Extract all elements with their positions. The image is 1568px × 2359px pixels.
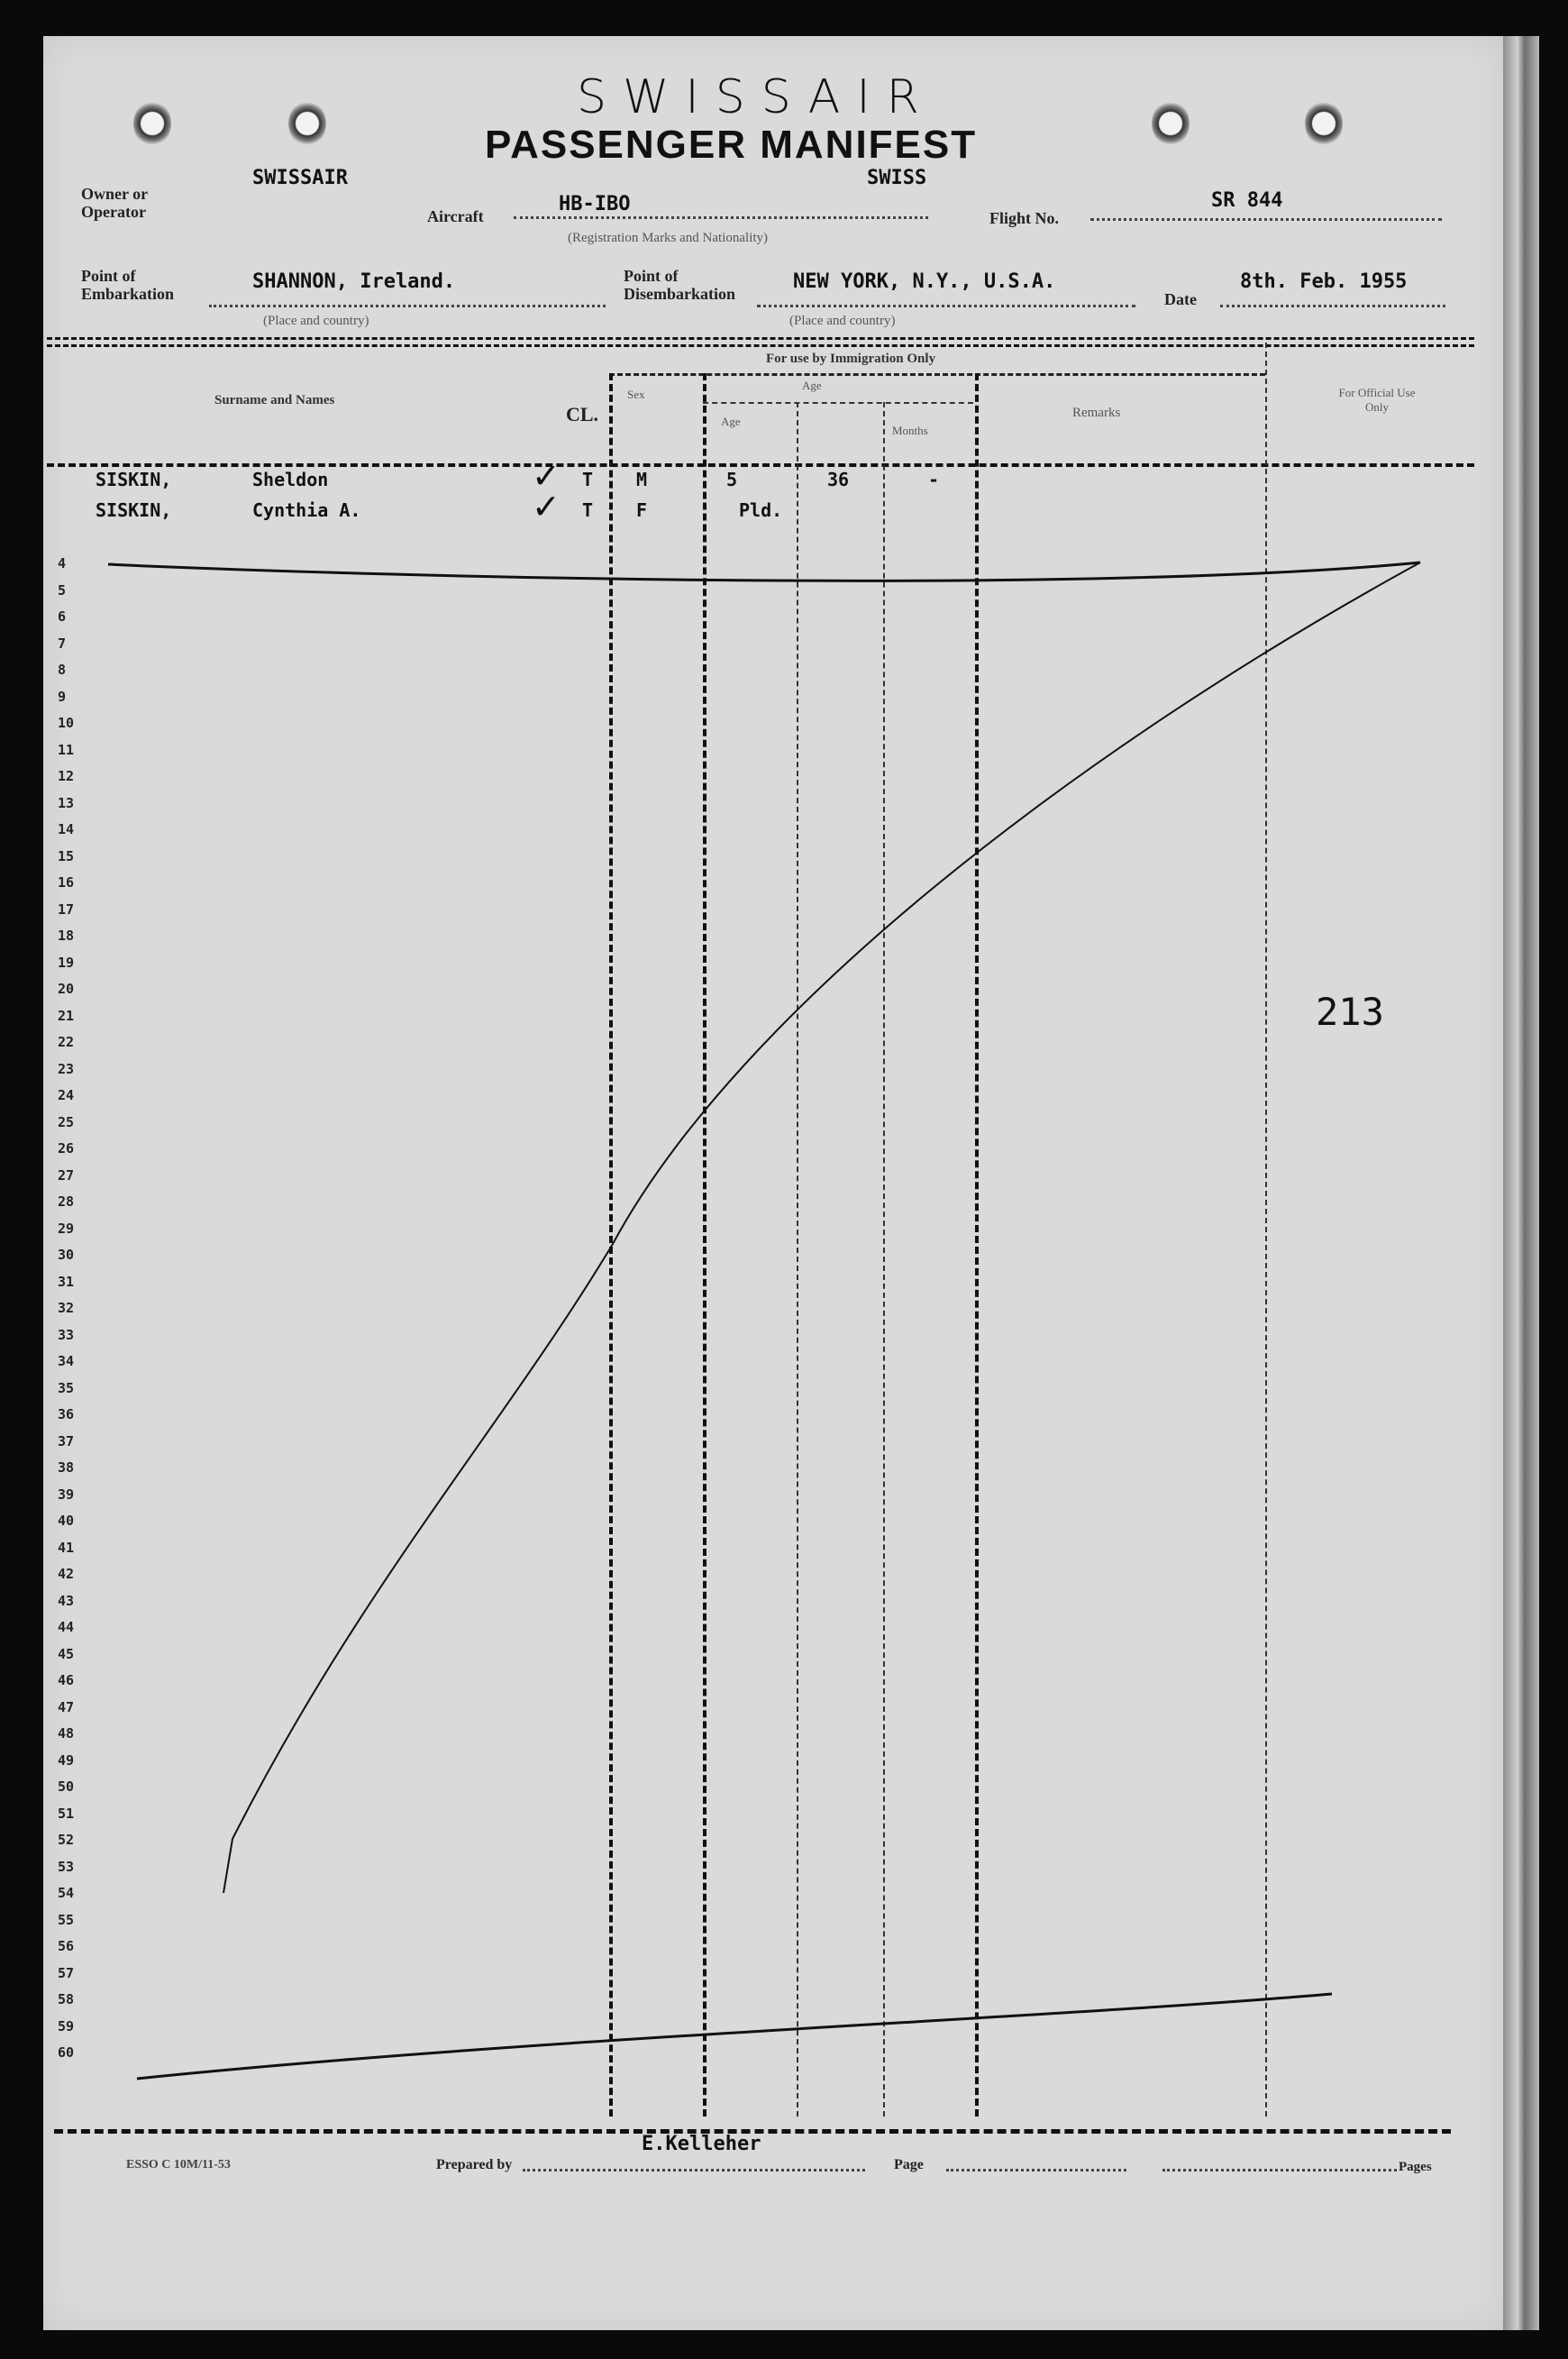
row-number: 23: [58, 1060, 75, 1077]
row-1-given: Sheldon: [252, 469, 329, 490]
row-number: 30: [58, 1247, 75, 1263]
row-number: 17: [58, 901, 75, 918]
row-number: 60: [58, 2044, 75, 2061]
row-number: 41: [58, 1539, 75, 1556]
flight-value: SR 844: [1211, 189, 1283, 212]
row-number: 20: [58, 981, 75, 997]
row-number: 40: [58, 1513, 75, 1529]
date-value: 8th. Feb. 1955: [1240, 270, 1408, 293]
embark-value: SHANNON, Ireland.: [252, 270, 456, 293]
disembark-note: (Place and country): [789, 314, 896, 328]
row-number: 55: [58, 1911, 75, 1928]
row-number: 24: [58, 1087, 75, 1103]
prepared-by-value: E.Kelleher: [642, 2133, 761, 2155]
pages-dotted-line: [1162, 2169, 1397, 2172]
col-header-age: Age: [721, 415, 741, 428]
row-number: 12: [58, 768, 75, 784]
row-number: 8: [58, 662, 67, 678]
row-number: 36: [58, 1406, 75, 1422]
row-number: 13: [58, 794, 75, 811]
row-number: 15: [58, 847, 75, 864]
row-number: 33: [58, 1326, 75, 1343]
row-2-sex: F: [636, 499, 648, 521]
strike-bottom-line: [137, 1994, 1332, 2079]
row-number: 39: [58, 1486, 75, 1503]
prepared-dotted-line: [523, 2169, 865, 2172]
stamp-number: 213: [1316, 990, 1384, 1034]
row-number: 53: [58, 1858, 75, 1875]
row-number: 34: [58, 1353, 75, 1369]
row-number: 38: [58, 1459, 75, 1476]
col-header-official: For Official Use Only: [1338, 386, 1416, 414]
owner-label: Owner or Operator: [81, 185, 149, 221]
immigration-group-header: For use by Immigration Only: [766, 352, 936, 366]
col-header-sex: Sex: [627, 388, 645, 401]
form-title: PASSENGER MANIFEST: [485, 123, 978, 167]
form-code: ESSO C 10M/11-53: [126, 2158, 231, 2172]
date-label: Date: [1164, 290, 1197, 308]
row-number: 47: [58, 1698, 75, 1715]
row-number: 44: [58, 1619, 75, 1635]
row-number: 22: [58, 1034, 75, 1050]
row-number: 19: [58, 954, 75, 971]
aircraft-label: Aircraft: [427, 207, 484, 225]
col-header-name: Surname and Names: [214, 393, 335, 407]
aircraft-note: (Registration Marks and Nationality): [568, 231, 769, 245]
row-number: 43: [58, 1592, 75, 1609]
row-number: 52: [58, 1832, 75, 1848]
row-number: 18: [58, 928, 75, 944]
row-number: 4: [58, 555, 67, 571]
disembark-label: Point of Disembarkation: [624, 267, 736, 303]
row-number: 37: [58, 1432, 75, 1449]
owner-value: SWISSAIR: [252, 167, 348, 189]
page-dotted-line: [946, 2169, 1126, 2172]
prepared-by-label: Prepared by: [436, 2157, 513, 2172]
col-header-remarks: Remarks: [1072, 406, 1121, 420]
row-2-surname: SISKIN,: [96, 499, 172, 521]
row-2-class: T: [582, 499, 594, 521]
row-number: 27: [58, 1166, 75, 1184]
row-number: 7: [58, 635, 67, 652]
strike-diagonal-line: [223, 562, 1420, 1893]
row-number: 54: [58, 1885, 75, 1901]
flight-label: Flight No.: [989, 209, 1060, 227]
row-number: 11: [58, 741, 75, 758]
row-2-check-icon: ✓: [532, 487, 561, 526]
row-1-months: -: [928, 469, 940, 490]
row-number: 51: [58, 1805, 75, 1822]
row-number: 16: [58, 874, 75, 891]
row-number: 29: [58, 1220, 75, 1237]
row-1-sex: M: [636, 469, 648, 490]
row-number: 14: [58, 821, 75, 837]
row-1-surname: SISKIN,: [96, 469, 172, 490]
row-number: 31: [58, 1273, 75, 1290]
row-1-check-icon: ✓: [532, 456, 561, 496]
row-2-age: Pld.: [739, 499, 783, 521]
row-number: 9: [58, 688, 67, 705]
col-header-age-group: Age: [802, 379, 822, 392]
embark-label: Point of Embarkation: [81, 267, 175, 303]
col-header-class: CL.: [566, 403, 599, 425]
row-number: 10: [58, 715, 75, 731]
row-number: 25: [58, 1113, 75, 1130]
row-number: 6: [58, 608, 67, 625]
strike-top-line: [108, 562, 1420, 581]
row-number: 35: [58, 1379, 75, 1396]
row-number: 56: [58, 1938, 75, 1954]
row-number: 59: [58, 2017, 75, 2034]
row-1-age: 5: [726, 469, 738, 490]
row-number: 45: [58, 1645, 75, 1662]
col-header-months: Months: [892, 424, 928, 437]
nationality-value: SWISS: [867, 167, 927, 189]
row-number: 50: [58, 1778, 75, 1795]
embark-note: (Place and country): [263, 314, 369, 328]
handwritten-title: SWISSAIR: [577, 70, 935, 124]
row-2-given: Cynthia A.: [252, 499, 361, 521]
row-number: 49: [58, 1751, 75, 1769]
row-1-class: T: [582, 469, 594, 490]
row-number: 21: [58, 1007, 75, 1024]
row-number: 28: [58, 1193, 75, 1210]
row-number: 46: [58, 1672, 75, 1688]
row-number: 58: [58, 1991, 75, 2007]
row-number: 5: [58, 581, 67, 599]
aircraft-value: HB-IBO: [559, 193, 631, 215]
row-number: 57: [58, 1964, 75, 1981]
row-number: 32: [58, 1300, 75, 1316]
row-1-years: 36: [827, 469, 850, 490]
row-number: 26: [58, 1140, 75, 1157]
page-label: Page: [894, 2157, 924, 2172]
row-number: 42: [58, 1566, 75, 1582]
pages-label: Pages: [1399, 2160, 1432, 2174]
row-number: 48: [58, 1725, 75, 1742]
disembark-value: NEW YORK, N.Y., U.S.A.: [793, 270, 1056, 293]
